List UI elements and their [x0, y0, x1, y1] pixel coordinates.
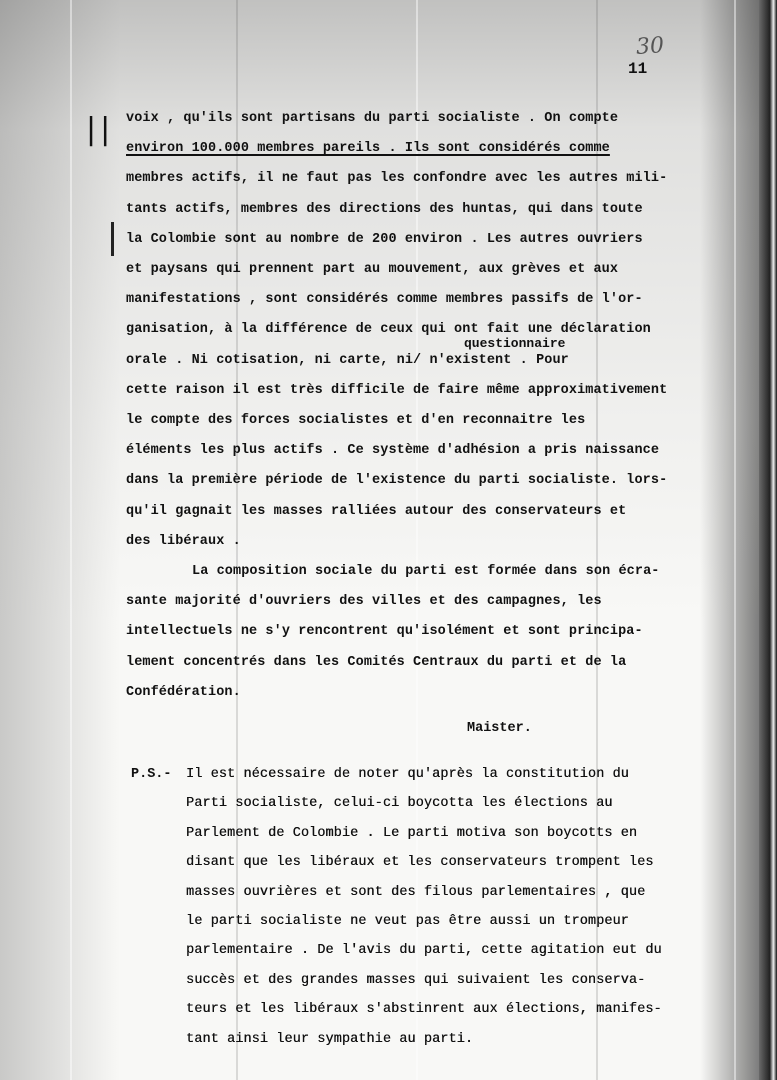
postscript-line: teurs et les libéraux s'abstinrent aux élections, manifes- — [186, 1002, 662, 1018]
handwritten-page-number: 30 — [635, 33, 665, 60]
body-line: des libéraux . — [126, 533, 241, 549]
scan-streak — [734, 0, 736, 1080]
body-line: voix , qu'ils sont partisans du parti socialiste . On compte — [126, 111, 619, 126]
paragraph-line: sante majorité d'ouvriers des villes et des campagnes, les — [126, 594, 602, 610]
postscript-line: Il est nécessaire de noter qu'après la constitution du — [186, 767, 629, 782]
postscript-line: Parlement de Colombie . Le parti motiva son boycotts en — [186, 825, 638, 841]
paragraph-line: lement concentrés dans les Comités Centraux du parti et de la — [126, 654, 627, 670]
paragraph-line: intellectuels ne s'y rencontrent qu'isolément et sont principa- — [126, 624, 643, 640]
postscript-line: succès et des grandes masses qui suivaient les conserva- — [186, 972, 646, 988]
postscript-line: tant ainsi leur sympathie au parti. — [186, 1031, 474, 1047]
postscript-line: Parti socialiste, celui-ci boycotta les élections au — [186, 796, 613, 812]
postscript-label: P.S.- — [131, 767, 172, 782]
paragraph-line: Confédération. — [126, 684, 241, 700]
body-line: environ 100.000 membres pareils . Ils sont considérés comme — [126, 141, 610, 157]
body-text — [126, 104, 726, 708]
scan-streak — [70, 0, 72, 1080]
postscript-line: le parti socialiste ne veut pas être aussi un trompeur — [186, 914, 629, 930]
margin-marks: || — [86, 112, 115, 147]
body-line: cette raison il est très difficile de faire même approximativement — [126, 382, 668, 398]
postscript-text — [186, 760, 716, 1054]
postscript-line: disant que les libéraux et les conservateurs trompent les — [186, 855, 654, 871]
body-line: orale . Ni cotisation, ni carte, ni/ n'existent . Pour — [126, 352, 569, 368]
postscript-line: masses ouvrières et sont des filous parlementaires , que — [186, 884, 646, 900]
body-line: la Colombie sont au nombre de 200 environ . Les autres ouvriers — [126, 231, 643, 247]
body-line: qu'il gagnait les masses ralliées autour des conservateurs et — [126, 503, 627, 519]
body-line: dans la première période de l'existence du parti socialiste. lors- — [126, 473, 668, 489]
body-line: manifestations , sont considérés comme membres passifs de l'or- — [126, 292, 643, 308]
paragraph-line: La composition sociale du parti est formée dans son écra- — [192, 564, 660, 580]
body-line: et paysans qui prennent part au mouvement, aux grèves et aux — [126, 262, 619, 278]
signature: Maister. — [467, 721, 532, 736]
body-line: éléments les plus actifs . Ce système d'adhésion a pris naissance — [126, 443, 660, 459]
postscript-line: parlementaire . De l'avis du parti, cette agitation eut du — [186, 943, 662, 959]
typed-page-number: 11 — [628, 60, 648, 78]
page-edge-shadow — [759, 0, 777, 1080]
handwritten-insertion: questionnaire — [464, 336, 566, 351]
body-line: ganisation, à la différence de ceux qui ont fait une déclaration — [126, 322, 651, 338]
body-line: membres actifs, il ne faut pas les confondre avec les autres mili- — [126, 171, 668, 187]
body-line: tants actifs, membres des directions des huntas, qui dans toute — [126, 201, 643, 217]
body-line: le compte des forces socialistes et d'en reconnaitre les — [126, 413, 586, 429]
margin-bar — [111, 222, 114, 256]
